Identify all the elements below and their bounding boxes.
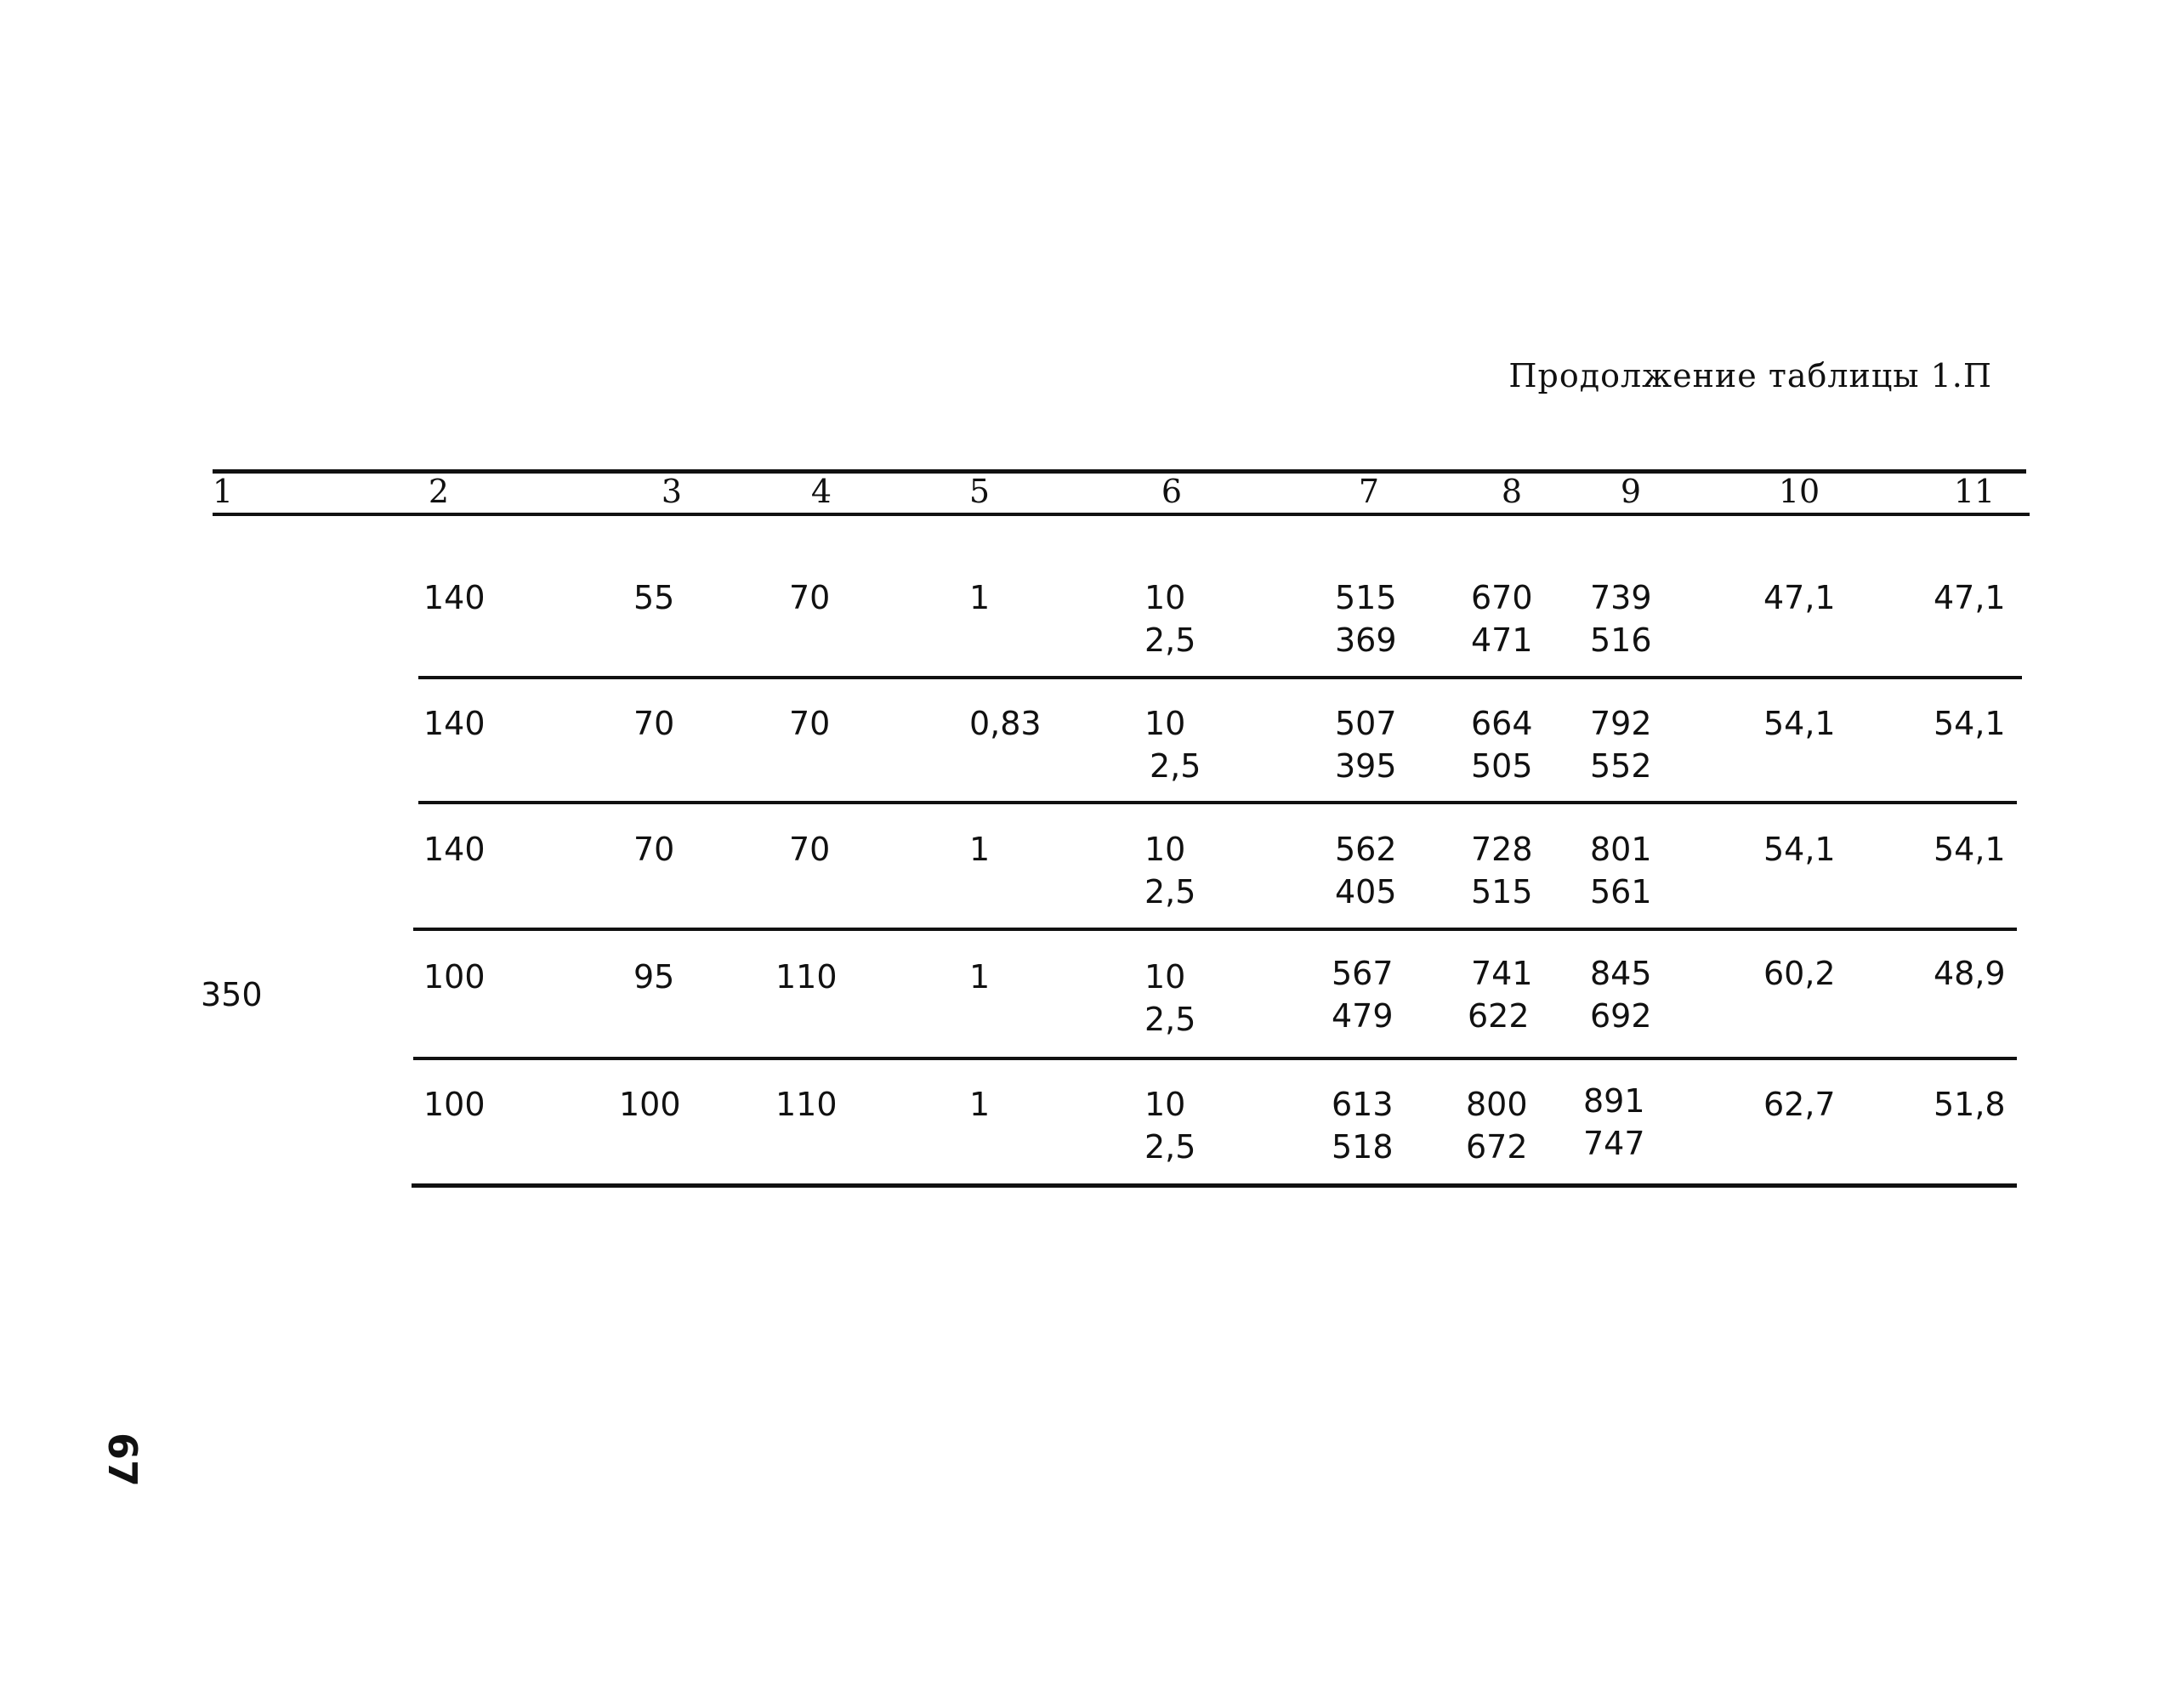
- cell-c7-top: 613: [1332, 1086, 1394, 1123]
- cell-c7-top: 562: [1335, 831, 1397, 868]
- cell-c5: 1: [969, 579, 991, 616]
- cell-c7-top: 507: [1335, 705, 1397, 742]
- cell-c6-top: 10: [1144, 579, 1186, 616]
- cell-c2: 140: [423, 705, 486, 742]
- cell-c4: 110: [775, 958, 838, 996]
- row-divider: [418, 676, 2022, 679]
- cell-c5: 0,83: [969, 705, 1042, 742]
- header-bottom-rule: [213, 513, 2030, 516]
- cell-c5: 1: [969, 1086, 991, 1123]
- cell-c2: 140: [423, 831, 486, 868]
- column-header-9: 9: [1620, 473, 1642, 510]
- cell-c4: 110: [775, 1086, 838, 1123]
- cell-c8-bottom: 471: [1471, 621, 1533, 659]
- cell-c6-bottom: 2,5: [1144, 1001, 1196, 1038]
- page-number: 67: [99, 1432, 146, 1488]
- cell-c2: 140: [423, 579, 486, 616]
- column-header-11: 11: [1953, 473, 1996, 510]
- cell-c11: 47,1: [1934, 579, 2006, 616]
- column-header-10: 10: [1778, 473, 1820, 510]
- cell-c8-top: 800: [1466, 1086, 1528, 1123]
- column-header-2: 2: [428, 473, 450, 510]
- header-top-rule: [213, 469, 2026, 474]
- cell-c11: 51,8: [1934, 1086, 2006, 1123]
- cell-c6-top: 10: [1144, 831, 1186, 868]
- cell-c8-bottom: 672: [1466, 1128, 1528, 1166]
- cell-c6-top: 10: [1144, 705, 1186, 742]
- cell-c6-bottom: 2,5: [1144, 1128, 1196, 1166]
- cell-c10: 54,1: [1763, 705, 1836, 742]
- cell-c9-top: 792: [1590, 705, 1652, 742]
- cell-c8-top: 664: [1471, 705, 1533, 742]
- cell-c3: 70: [633, 705, 675, 742]
- cell-c7-top: 515: [1335, 579, 1397, 616]
- column-1-value: 350: [201, 976, 263, 1013]
- cell-c6-bottom: 2,5: [1150, 747, 1201, 785]
- cell-c9-bottom: 561: [1590, 873, 1652, 911]
- cell-c6-bottom: 2,5: [1144, 873, 1196, 911]
- cell-c5: 1: [969, 958, 991, 996]
- cell-c6-top: 10: [1144, 958, 1186, 996]
- cell-c7-top: 567: [1332, 955, 1394, 992]
- cell-c4: 70: [789, 705, 831, 742]
- cell-c4: 70: [789, 579, 831, 616]
- cell-c9-bottom: 692: [1590, 997, 1652, 1035]
- cell-c3: 70: [633, 831, 675, 868]
- row-divider: [413, 928, 2017, 931]
- cell-c8-bottom: 505: [1471, 747, 1533, 785]
- cell-c2: 100: [423, 1086, 486, 1123]
- cell-c9-top: 801: [1590, 831, 1652, 868]
- row-divider: [413, 1057, 2017, 1060]
- cell-c7-bottom: 518: [1332, 1128, 1394, 1166]
- cell-c9-top: 891: [1583, 1082, 1645, 1120]
- column-header-4: 4: [810, 473, 832, 510]
- cell-c5: 1: [969, 831, 991, 868]
- cell-c9-bottom: 747: [1583, 1125, 1645, 1162]
- cell-c3: 95: [633, 958, 675, 996]
- cell-c8-bottom: 515: [1471, 873, 1533, 911]
- cell-c3: 55: [633, 579, 675, 616]
- cell-c8-top: 728: [1471, 831, 1533, 868]
- cell-c7-bottom: 405: [1335, 873, 1397, 911]
- cell-c8-top: 741: [1471, 955, 1533, 992]
- cell-c6-top: 10: [1144, 1086, 1186, 1123]
- cell-c8-top: 670: [1471, 579, 1533, 616]
- column-header-1: 1: [212, 473, 234, 510]
- cell-c3: 100: [619, 1086, 681, 1123]
- cell-c2: 100: [423, 958, 486, 996]
- cell-c10: 47,1: [1763, 579, 1836, 616]
- cell-c11: 48,9: [1934, 955, 2006, 992]
- column-header-6: 6: [1161, 473, 1183, 510]
- cell-c7-bottom: 479: [1332, 997, 1394, 1035]
- column-header-8: 8: [1501, 473, 1523, 510]
- cell-c10: 62,7: [1763, 1086, 1836, 1123]
- cell-c6-bottom: 2,5: [1144, 621, 1196, 659]
- cell-c9-bottom: 516: [1590, 621, 1652, 659]
- cell-c11: 54,1: [1934, 705, 2006, 742]
- cell-c9-top: 845: [1590, 955, 1652, 992]
- cell-c4: 70: [789, 831, 831, 868]
- cell-c9-bottom: 552: [1590, 747, 1652, 785]
- cell-c7-bottom: 395: [1335, 747, 1397, 785]
- cell-c10: 60,2: [1763, 955, 1836, 992]
- cell-c11: 54,1: [1934, 831, 2006, 868]
- column-header-7: 7: [1358, 473, 1380, 510]
- column-header-5: 5: [968, 473, 991, 510]
- row-divider: [418, 801, 2017, 804]
- cell-c8-bottom: 622: [1468, 997, 1530, 1035]
- cell-c9-top: 739: [1590, 579, 1652, 616]
- cell-c7-bottom: 369: [1335, 621, 1397, 659]
- table-bottom-rule: [412, 1183, 2017, 1188]
- column-header-3: 3: [661, 473, 683, 510]
- table-caption: Продолжение таблицы 1.П: [1508, 357, 1992, 394]
- cell-c10: 54,1: [1763, 831, 1836, 868]
